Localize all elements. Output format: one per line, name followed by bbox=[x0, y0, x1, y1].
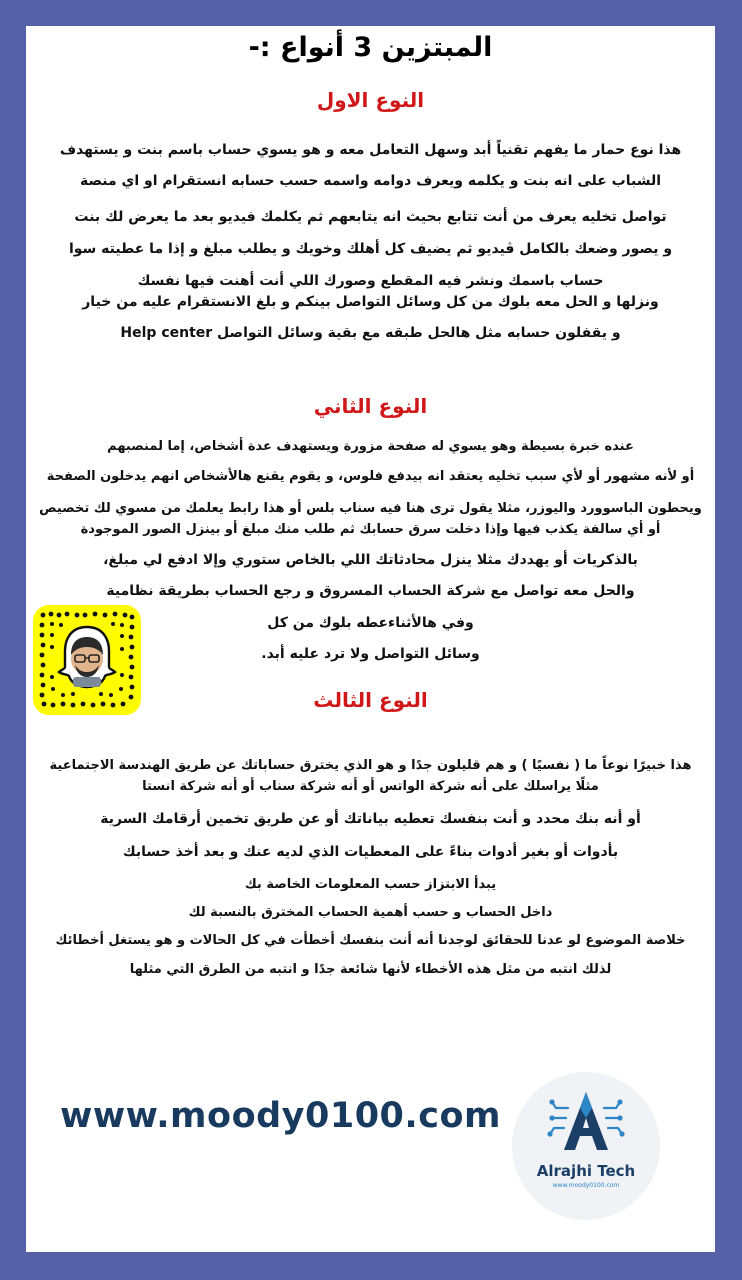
section-2-line-5: بالذكريات أو يهددك مثلا ينزل محادثاتك اللي بالخاص ستوري وإلا ادفع لي مبلغ، bbox=[103, 552, 638, 568]
section-2-line-4: أو أي سالفة يكذب فيها وإذا دخلت سرق حسابك ثم طلب منك مبلغ أو بينزل الصور الموجودة bbox=[80, 522, 661, 537]
section-2-line-1: عنده خبرة بسيطة وهو يسوي له صفحة مزورة ويستهدف عدة أشخاص، إما لمنصبهم bbox=[107, 439, 634, 454]
section-2-line-8: وسائل التواصل ولا ترد عليه أبد. bbox=[261, 646, 480, 662]
section-2-line-7: وفي هالأثناءعطه بلوك من كل bbox=[267, 615, 474, 631]
section-2-heading: النوع الثاني bbox=[313, 394, 428, 418]
section-1-line-1: هذا نوع حمار ما يفهم تقنياً أبد وسهل التعامل معه و هو يسوي حساب باسم بنت و يستهدف bbox=[59, 142, 682, 158]
section-1-line-7: و يقفلون حسابه مثل هالحل طبقه مع بقية وسائل التواصل Help center bbox=[120, 325, 621, 341]
section-2-line-6: والحل معه تواصل مع شركة الحساب المسروق و رجع الحساب بطريقة نظامية bbox=[106, 583, 635, 599]
website-url: www.moody0100.com bbox=[60, 1096, 501, 1136]
section-3-heading: النوع الثالث bbox=[313, 688, 428, 712]
section-2-line-2: أو لأنه مشهور أو لأي سبب تخليه يعتقد انه بيدفع فلوس، و يقوم يقنع هالأشخاص انهم يدخلون الصفحة bbox=[46, 469, 695, 484]
document-sheet bbox=[26, 26, 715, 1252]
section-3-line-4: بأدوات أو بغير أدوات بناءً على المعطيات الذي لديه عنك و بعد أخذ حسابك bbox=[122, 844, 619, 860]
page-title: المبتزين 3 أنواع :- bbox=[248, 32, 493, 63]
section-3-line-3: أو أنه بنك محدد و أنت بنفسك تعطيه بياناتك أو عن طريق تخمين أرقامك السرية bbox=[100, 811, 641, 827]
section-1-heading: النوع الاول bbox=[316, 88, 425, 112]
logo-name: Alrajhi Tech bbox=[536, 1162, 636, 1180]
section-3-line-6: داخل الحساب و حسب أهمية الحساب المخترق بالنسبة لك bbox=[188, 905, 553, 920]
section-1-line-6: ونزلها و الحل معه بلوك من كل وسائل التواصل بينكم و بلغ الانستقرام عليه من خيار bbox=[82, 294, 659, 310]
logo-url: www.moody0100.com bbox=[552, 1182, 620, 1189]
alrajhi-tech-logo bbox=[512, 1072, 660, 1220]
section-1-line-5: حساب باسمك ونشر فيه المقطع وصورك اللي أنت أهنت فيها نفسك bbox=[137, 273, 604, 289]
circuit-a-logo-icon bbox=[546, 1088, 626, 1158]
section-1-line-3: تواصل تخليه يعرف من أنت تتابع بحيث انه يتابعهم ثم يكلمك فيديو بعد ما يعرض لك بنت bbox=[74, 209, 667, 225]
section-2-line-3: ويحطون الباسوورد واليوزر، مثلا يقول ترى هنا فيه سناب بلس أو هذا رابط يعلمك من مسوي لك تخصيص bbox=[39, 501, 702, 516]
section-1-line-4: و يصور وضعك بالكامل ڤيديو ثم يضيف كل أهلك وخويك و يطلب مبلغ و إذا ما عطيته سوا bbox=[68, 241, 673, 257]
section-3-line-2: مثلًا يراسلك على أنه شركة الواتس أو أنه شركة سناب أو أنه شركة انستا bbox=[142, 779, 599, 794]
section-3-line-8: لذلك انتبه من مثل هذه الأخطاء لأنها شائعة جدًا و انتبه من الطرق التي مثلها bbox=[129, 962, 612, 977]
section-3-line-1: هذا خبيرًا نوعاً ما ( نفسيًا ) و هم قليلون جدًا و هو الذي يخترق حساباتك عن طريق الهندسة الاجتماعية bbox=[49, 758, 692, 773]
section-3-line-5: يبدأ الابتزاز حسب المعلومات الخاصة بك bbox=[244, 877, 497, 892]
section-3-line-7: خلاصة الموضوع لو عدنا للحقائق لوجدنا أنه أنت بنفسك أخطأت في كل الحالات و هو يستغل أخطائك bbox=[55, 933, 686, 948]
section-1-line-2: الشباب على انه بنت و يكلمه ويعرف دوامه واسمه حسب حسابه انستقرام او اي منصة bbox=[79, 173, 662, 189]
